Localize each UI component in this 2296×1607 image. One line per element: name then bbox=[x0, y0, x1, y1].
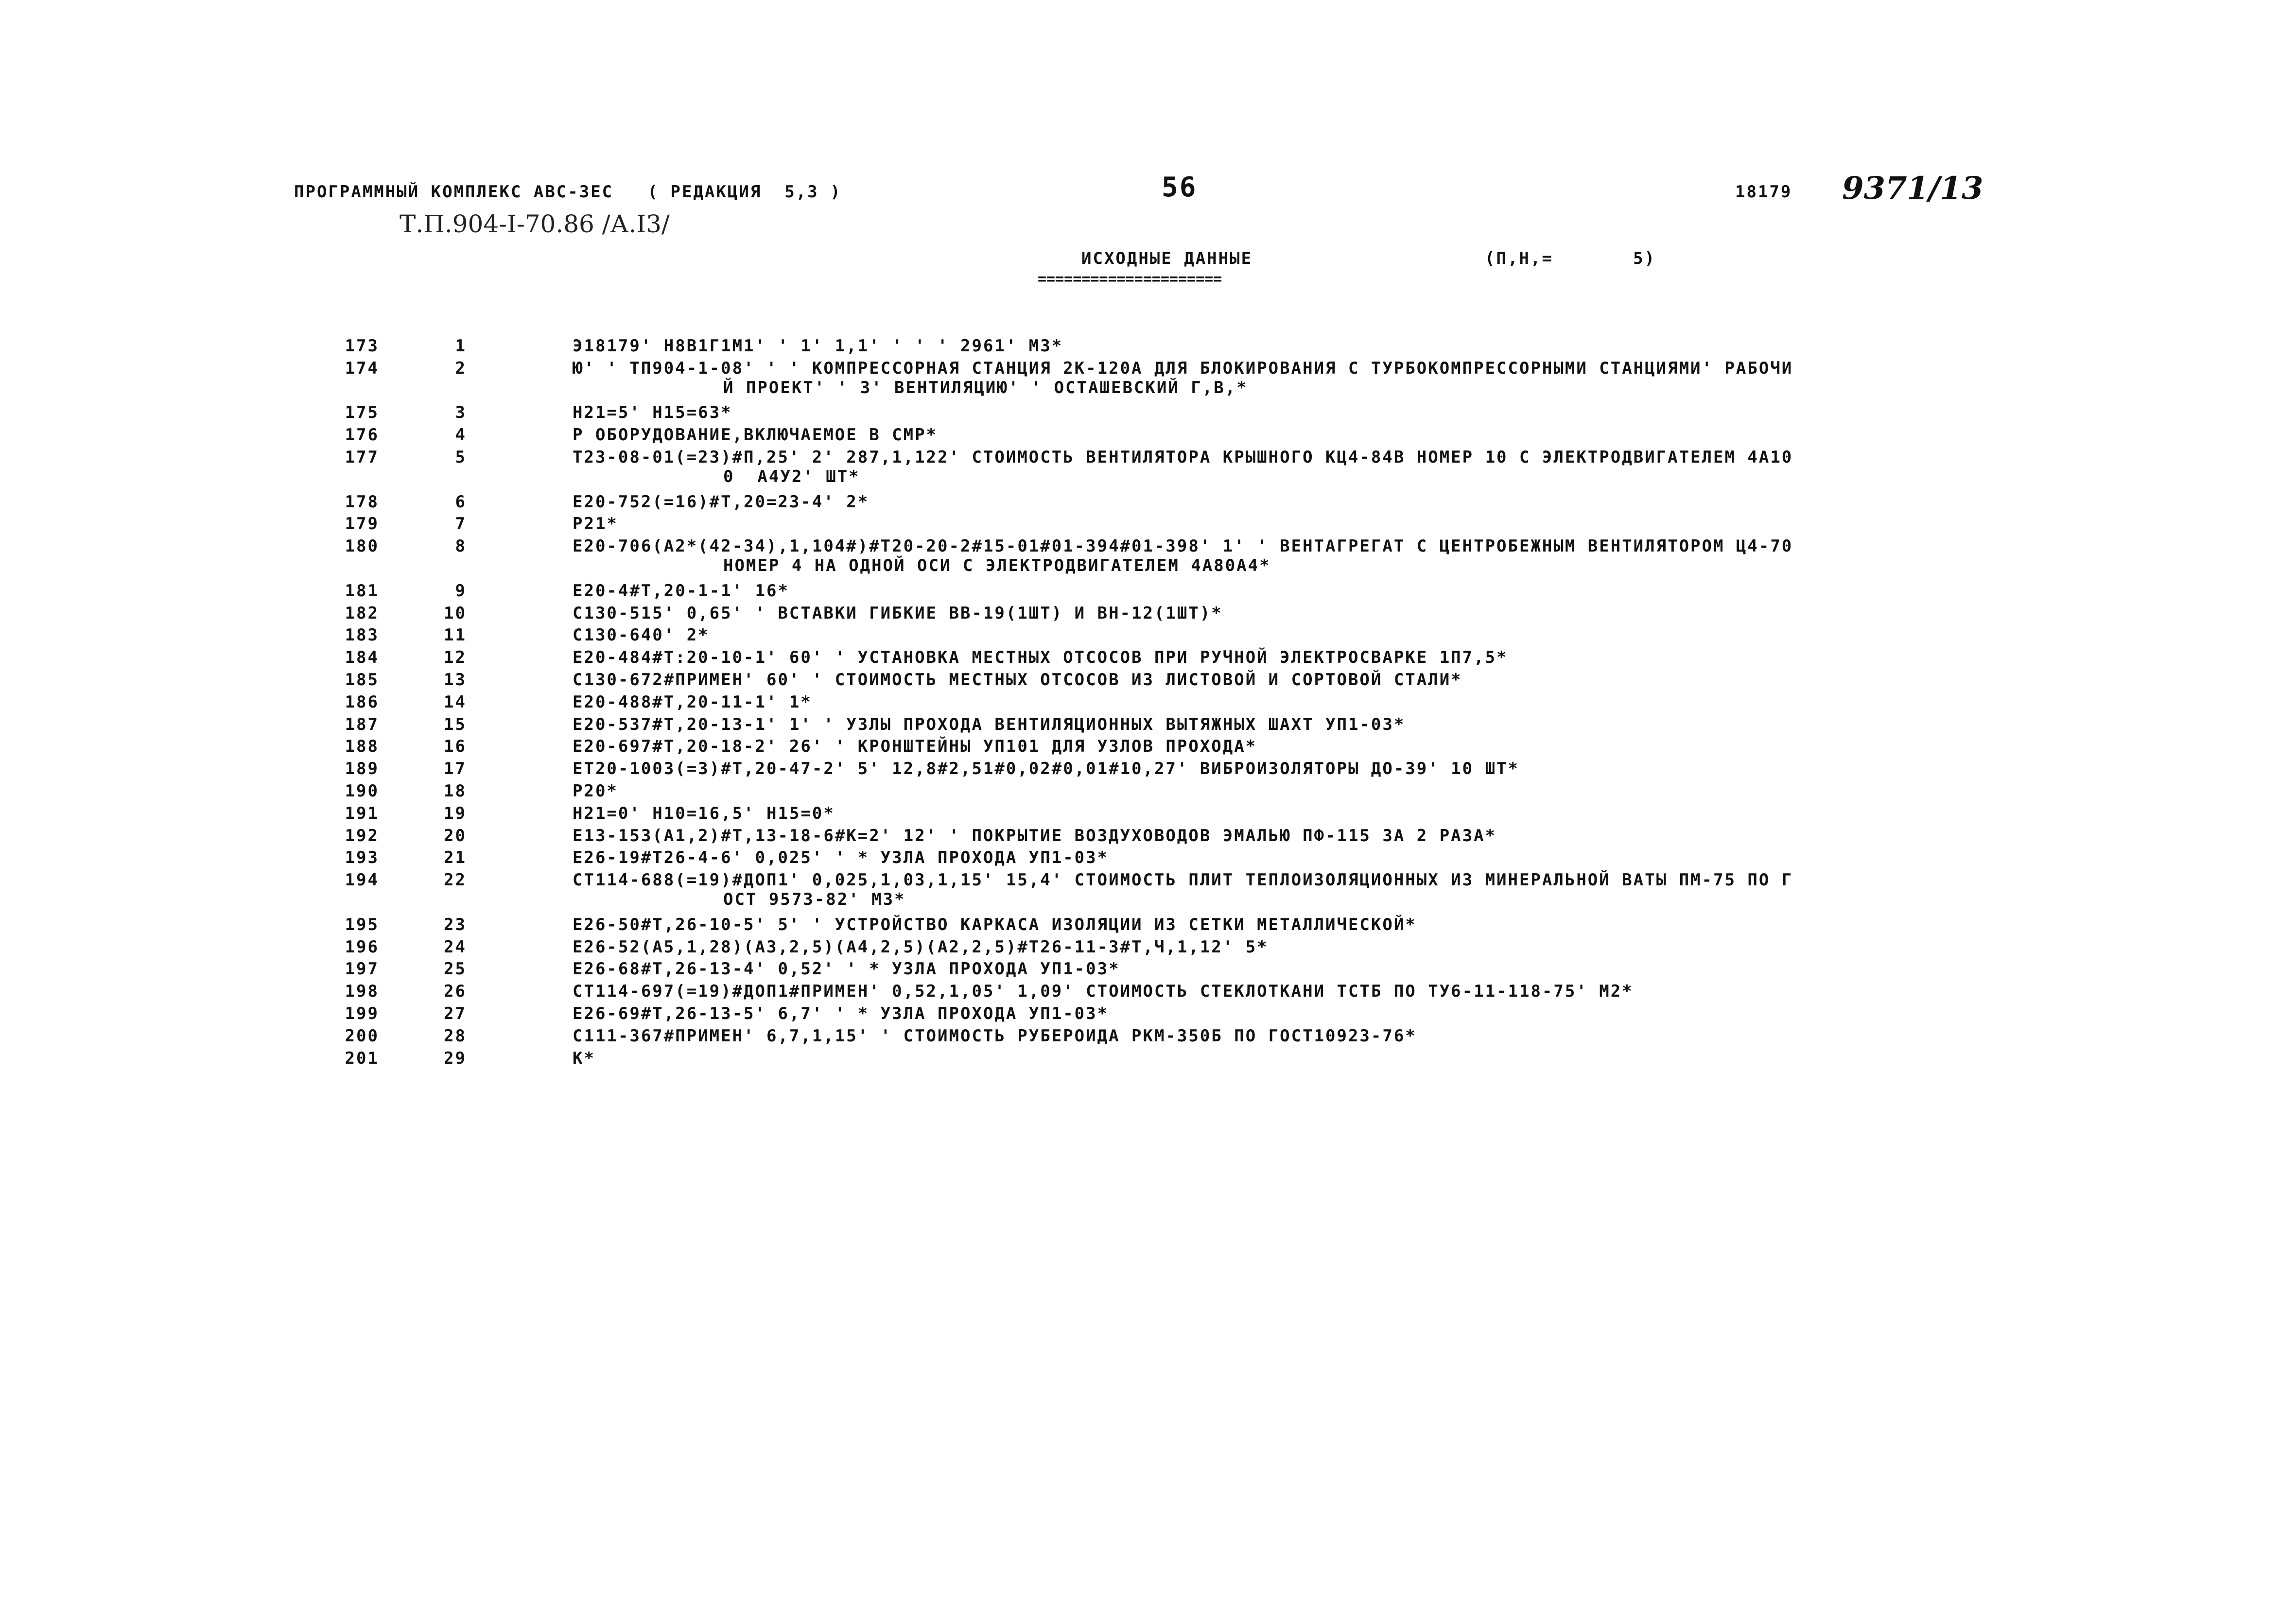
record-text bbox=[573, 915, 2031, 934]
record-number: 200 bbox=[345, 1026, 379, 1046]
record-text bbox=[573, 625, 2031, 645]
line-number: 13 bbox=[444, 670, 467, 690]
section-title-underline: ===================== bbox=[1038, 271, 1222, 288]
record-text-line: СТ114-697(=19)#ДОП1#ПРИМЕН' 0,52,1,05' 1,09' СТОИМОСТЬ СТЕКЛОТКАНИ ТСТБ ПО ТУ6-11-118-75' М2* bbox=[573, 982, 1634, 1002]
record-text bbox=[573, 692, 2031, 712]
record-text bbox=[573, 826, 2031, 846]
listing-row bbox=[0, 1049, 2296, 1071]
record-text bbox=[573, 848, 2031, 867]
record-text bbox=[573, 403, 2031, 422]
record-text-line: Е26-52(А5,1,28)(А3,2,5)(А4,2,5)(А2,2,5)#Т26-11-3#Т,Ч,1,12' 5* bbox=[573, 937, 1269, 957]
listing-row bbox=[0, 804, 2296, 826]
listing-row bbox=[0, 359, 2296, 403]
listing-row bbox=[0, 336, 2296, 359]
record-text-line: Р ОБОРУДОВАНИЕ,ВКЛЮЧАЕМОЕ В СМР* bbox=[573, 425, 938, 445]
record-text-continuation: 0 А4У2' ШТ* bbox=[723, 467, 860, 486]
record-text-line: С130-640' 2* bbox=[573, 625, 710, 645]
record-number: 185 bbox=[345, 670, 379, 690]
document-code: Т.П.904-I-70.86 /А.I3/ bbox=[400, 210, 670, 238]
data-listing bbox=[0, 317, 2296, 1071]
record-text-line: Е20-484#Т:20-10-1' 60' ' УСТАНОВКА МЕСТНЫХ ОТСОСОВ ПРИ РУЧНОЙ ЭЛЕКТРОСВАРКЕ 1П7,5* bbox=[573, 648, 1508, 668]
record-number: 201 bbox=[345, 1048, 379, 1068]
listing-row bbox=[0, 781, 2296, 804]
record-number: 196 bbox=[345, 937, 379, 957]
record-text-line: Р20* bbox=[573, 781, 618, 801]
program-header: ПРОГРАММНЫЙ КОМПЛЕКС АВС-3ЕС ( РЕДАКЦИЯ 5,3 ) bbox=[294, 182, 842, 202]
listing-row bbox=[0, 403, 2296, 425]
record-text-line: Е20-537#Т,20-13-1' 1' ' УЗЛЫ ПРОХОДА ВЕНТИЛЯЦИОННЫХ ВЫТЯЖНЫХ ШАХТ УП1-03* bbox=[573, 714, 1406, 734]
line-number: 27 bbox=[444, 1003, 467, 1023]
record-text bbox=[573, 448, 2031, 486]
line-number: 24 bbox=[444, 937, 467, 957]
record-text-line: Е20-697#Т,20-18-2' 26' ' КРОНШТЕЙНЫ УП101 ДЛЯ УЗЛОВ ПРОХОДА* bbox=[573, 737, 1257, 757]
line-number: 14 bbox=[444, 692, 467, 712]
record-text-continuation: ОСТ 9573-82' М3* bbox=[723, 890, 906, 910]
record-text-line: Е26-50#Т,26-10-5' 5' ' УСТРОЙСТВО КАРКАСА ИЗОЛЯЦИИ ИЗ СЕТКИ МЕТАЛЛИЧЕСКОЙ* bbox=[573, 915, 1417, 934]
record-text bbox=[573, 1049, 2031, 1068]
record-number: 198 bbox=[345, 982, 379, 1002]
line-number: 21 bbox=[444, 848, 467, 868]
document-number: 18179 bbox=[1735, 182, 1792, 202]
line-number: 28 bbox=[444, 1026, 467, 1046]
record-number: 184 bbox=[345, 648, 379, 668]
record-text-line: К* bbox=[573, 1048, 595, 1068]
record-number: 182 bbox=[345, 603, 379, 623]
record-number: 188 bbox=[345, 737, 379, 757]
record-text-line: Е26-69#Т,26-13-5' 6,7' ' * УЗЛА ПРОХОДА УП1-03* bbox=[573, 1003, 1109, 1023]
record-text bbox=[573, 1004, 2031, 1023]
record-number: 191 bbox=[345, 803, 379, 823]
line-number: 4 bbox=[455, 425, 467, 445]
record-number: 175 bbox=[345, 403, 379, 423]
record-number: 192 bbox=[345, 826, 379, 846]
listing-row bbox=[0, 536, 2296, 581]
record-text-line: С111-367#ПРИМЕН' 6,7,1,15' ' СТОИМОСТЬ РУБЕРОИДА РКМ-350Б ПО ГОСТ10923-76* bbox=[573, 1026, 1417, 1046]
record-number: 180 bbox=[345, 536, 379, 556]
record-number: 181 bbox=[345, 581, 379, 601]
record-text bbox=[573, 870, 2031, 909]
listing-row bbox=[0, 715, 2296, 737]
record-text bbox=[573, 581, 2031, 601]
line-number: 10 bbox=[444, 603, 467, 623]
record-text bbox=[573, 670, 2031, 690]
record-text bbox=[573, 804, 2031, 823]
listing-row bbox=[0, 937, 2296, 960]
record-text bbox=[573, 536, 2031, 575]
line-number: 9 bbox=[455, 581, 467, 601]
listing-row bbox=[0, 759, 2296, 781]
listing-row bbox=[0, 982, 2296, 1004]
record-text-line: Е26-19#Т26-4-6' 0,025' ' * УЗЛА ПРОХОДА УП1-03* bbox=[573, 848, 1109, 868]
section-sheet-marker: (П,Н,= 5) bbox=[1485, 249, 1656, 268]
line-number: 15 bbox=[444, 714, 467, 734]
line-number: 17 bbox=[444, 759, 467, 779]
line-number: 11 bbox=[444, 625, 467, 645]
record-text-line: Е20-488#Т,20-11-1' 1* bbox=[573, 692, 812, 712]
listing-row bbox=[0, 870, 2296, 915]
listing-row bbox=[0, 848, 2296, 870]
record-text-line: Э18179' Н8В1Г1М1' ' 1' 1,1' ' ' ' 2961' М3* bbox=[573, 336, 1063, 356]
record-text-line: СТ114-688(=19)#ДОП1' 0,025,1,03,1,15' 15,4' СТОИМОСТЬ ПЛИТ ТЕПЛОИЗОЛЯЦИОННЫХ ИЗ МИНЕРАЛЬНОЙ ВАТЫ ПМ-75 ПО Г bbox=[573, 870, 1793, 890]
line-number: 18 bbox=[444, 781, 467, 801]
listing-row bbox=[0, 1026, 2296, 1049]
record-text bbox=[573, 648, 2031, 667]
record-number: 190 bbox=[345, 781, 379, 801]
line-number: 8 bbox=[455, 536, 467, 556]
record-number: 194 bbox=[345, 870, 379, 890]
listing-row bbox=[0, 826, 2296, 848]
record-number: 186 bbox=[345, 692, 379, 712]
record-text bbox=[573, 604, 2031, 623]
record-text bbox=[573, 959, 2031, 979]
record-text bbox=[573, 937, 2031, 957]
record-text bbox=[573, 1026, 2031, 1046]
record-number: 197 bbox=[345, 959, 379, 979]
record-text bbox=[573, 336, 2031, 356]
line-number: 12 bbox=[444, 648, 467, 668]
record-text bbox=[573, 737, 2031, 756]
record-text-line: Т23-08-01(=23)#П,25' 2' 287,1,122' СТОИМОСТЬ ВЕНТИЛЯТОРА КРЫШНОГО КЦ4-84В НОМЕР 10 С ЭЛЕКТРОДВИГАТЕЛЕМ 4А10 bbox=[573, 447, 1793, 467]
listing-row bbox=[0, 625, 2296, 648]
record-text bbox=[573, 425, 2031, 445]
record-text-line: С130-515' 0,65' ' ВСТАВКИ ГИБКИЕ ВВ-19(1ШТ) И ВН-12(1ШТ)* bbox=[573, 603, 1223, 623]
record-number: 183 bbox=[345, 625, 379, 645]
record-number: 176 bbox=[345, 425, 379, 445]
record-number: 189 bbox=[345, 759, 379, 779]
record-number: 179 bbox=[345, 514, 379, 534]
record-text bbox=[573, 514, 2031, 534]
line-number: 22 bbox=[444, 870, 467, 890]
line-number: 2 bbox=[455, 358, 467, 378]
line-number: 3 bbox=[455, 403, 467, 423]
record-text bbox=[573, 492, 2031, 512]
record-number: 195 bbox=[345, 915, 379, 934]
record-text-continuation: Й ПРОЕКТ' ' 3' ВЕНТИЛЯЦИЮ' ' ОСТАШЕВСКИЙ Г,В,* bbox=[723, 378, 1248, 397]
listing-row bbox=[0, 692, 2296, 715]
listing-row bbox=[0, 581, 2296, 604]
record-text-line: Ю' ' ТП904-1-08' ' ' КОМПРЕССОРНАЯ СТАНЦИЯ 2К-120А ДЛЯ БЛОКИРОВАНИЯ С ТУРБОКОМПРЕССОРНЫМИ СТАНЦИЯМИ' РАБОЧИ bbox=[573, 358, 1793, 378]
record-text-line: Н21=0' Н10=16,5' Н15=0* bbox=[573, 803, 835, 823]
line-number: 20 bbox=[444, 826, 467, 846]
line-number: 5 bbox=[455, 447, 467, 467]
line-number: 6 bbox=[455, 492, 467, 512]
listing-row bbox=[0, 915, 2296, 937]
listing-row bbox=[0, 737, 2296, 759]
record-text-line: Е20-706(А2*(42-34),1,104#)#Т20-20-2#15-01#01-394#01-398' 1' ' ВЕНТАГРЕГАТ С ЦЕНТРОБЕЖНЫМ ВЕНТИЛЯТОРОМ Ц4-70 bbox=[573, 536, 1793, 556]
record-text-line: ЕТ20-1003(=3)#Т,20-47-2' 5' 12,8#2,51#0,02#0,01#10,27' ВИБРОИЗОЛЯТОРЫ ДО-39' 10 ШТ* bbox=[573, 759, 1519, 779]
record-text-line: Е26-68#Т,26-13-4' 0,52' ' * УЗЛА ПРОХОДА УП1-03* bbox=[573, 959, 1120, 979]
record-text bbox=[573, 781, 2031, 801]
record-text-line: Е20-4#Т,20-1-1' 16* bbox=[573, 581, 789, 601]
line-number: 16 bbox=[444, 737, 467, 757]
record-text bbox=[573, 359, 2031, 397]
listing-row bbox=[0, 492, 2296, 515]
listing-row bbox=[0, 448, 2296, 492]
record-text bbox=[573, 715, 2031, 734]
listing-row bbox=[0, 648, 2296, 670]
record-number: 178 bbox=[345, 492, 379, 512]
listing-row bbox=[0, 959, 2296, 982]
line-number: 25 bbox=[444, 959, 467, 979]
record-number: 187 bbox=[345, 714, 379, 734]
record-text-continuation: НОМЕР 4 НА ОДНОЙ ОСИ С ЭЛЕКТРОДВИГАТЕЛЕМ 4А80А4* bbox=[723, 556, 1271, 576]
line-number: 7 bbox=[455, 514, 467, 534]
record-number: 174 bbox=[345, 358, 379, 378]
record-text-line: Е13-153(А1,2)#Т,13-18-6#К=2' 12' ' ПОКРЫТИЕ ВОЗДУХОВОДОВ ЭМАЛЬЮ ПФ-115 ЗА 2 РАЗА* bbox=[573, 826, 1497, 846]
record-number: 199 bbox=[345, 1003, 379, 1023]
listing-row bbox=[0, 604, 2296, 626]
section-title: ИСХОДНЫЕ ДАННЫЕ bbox=[1081, 249, 1253, 268]
record-text-line: Е20-752(=16)#Т,20=23-4' 2* bbox=[573, 492, 870, 512]
line-number: 23 bbox=[444, 915, 467, 934]
listing-row bbox=[0, 670, 2296, 692]
line-number: 19 bbox=[444, 803, 467, 823]
record-number: 193 bbox=[345, 848, 379, 868]
listing-row bbox=[0, 514, 2296, 536]
record-number: 173 bbox=[345, 336, 379, 356]
line-number: 1 bbox=[455, 336, 467, 356]
page-number: 56 bbox=[1162, 172, 1198, 203]
listing-row bbox=[0, 1004, 2296, 1026]
record-number: 177 bbox=[345, 447, 379, 467]
record-text bbox=[573, 982, 2031, 1001]
record-text-line: С130-672#ПРИМЕН' 60' ' СТОИМОСТЬ МЕСТНЫХ ОТСОСОВ ИЗ ЛИСТОВОЙ И СОРТОВОЙ СТАЛИ* bbox=[573, 670, 1462, 690]
record-text-line: Р21* bbox=[573, 514, 618, 534]
line-number: 26 bbox=[444, 982, 467, 1002]
listing-row bbox=[0, 425, 2296, 448]
record-text-line: Н21=5' Н15=63* bbox=[573, 403, 732, 423]
handwritten-sheet-reference: 9371/13 bbox=[1842, 170, 1983, 207]
line-number: 29 bbox=[444, 1048, 467, 1068]
record-text bbox=[573, 759, 2031, 778]
